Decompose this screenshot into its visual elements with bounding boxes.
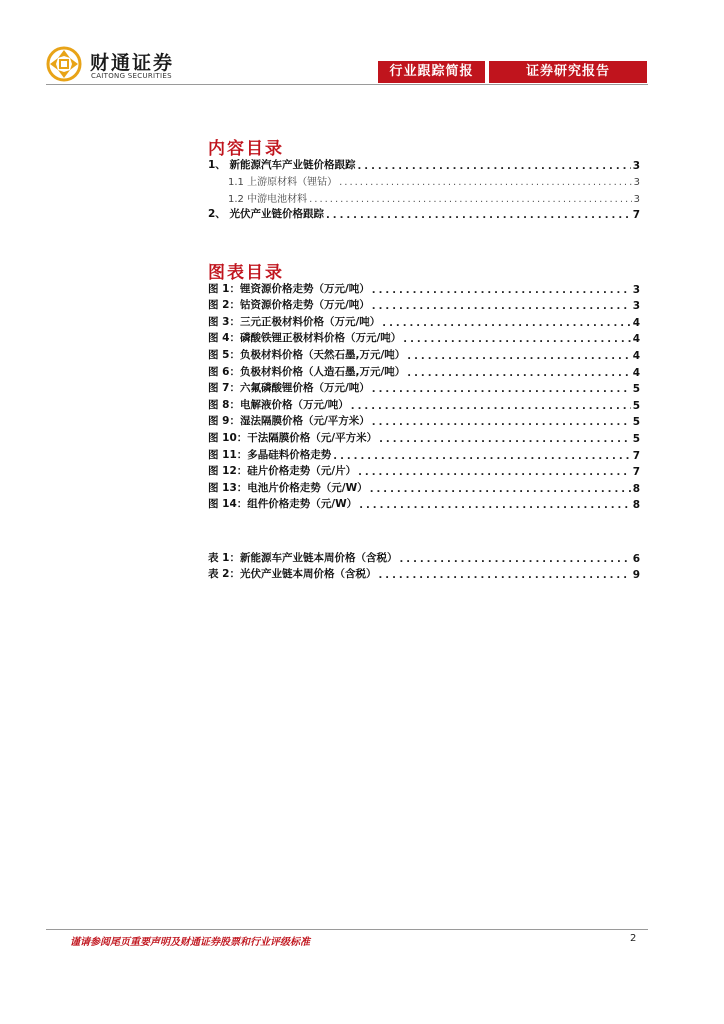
figure-entry[interactable]: 图 8：电解液价格（万元/吨） ..... 5 — [208, 395, 640, 412]
figures-list — [208, 279, 640, 511]
figure-entry[interactable]: 图 10：干法隔膜价格（元/平方米） ..... 5 — [208, 428, 640, 445]
header-divider — [46, 84, 648, 85]
figure-entry[interactable]: 图 4：磷酸铁锂正极材料价格（万元/吨） ..... 4 — [208, 329, 640, 346]
figure-entry[interactable]: 图 14：组件价格走势（元/W） ..... 8 — [208, 495, 640, 512]
figure-entry[interactable]: 图 11：多晶硅料价格走势 ..... 7 — [208, 445, 640, 462]
toc-entry[interactable]: 1.1 上游原材料（锂钴） ..... 3 — [208, 172, 640, 189]
tables-list — [208, 548, 640, 581]
toc-entry[interactable]: 2、 光伏产业链价格跟踪 ..... 7 — [208, 205, 640, 222]
figure-entry[interactable]: 图 5：负极材料价格（天然石墨,万元/吨） ..... 4 — [208, 345, 640, 362]
table-entry[interactable]: 表 1：新能源车产业链本周价格（含税） ..... 6 — [208, 548, 640, 565]
figure-entry[interactable]: 图 9：湿法隔膜价格（元/平方米） ..... 5 — [208, 412, 640, 429]
figure-entry[interactable]: 图 12：硅片价格走势（元/片） ..... 7 — [208, 462, 640, 479]
footer-divider — [46, 929, 648, 930]
brand-name-en: CAITONG SECURITIES — [91, 72, 172, 80]
figure-entry[interactable]: 图 13：电池片价格走势（元/W） ..... 8 — [208, 478, 640, 495]
page-number: 2 — [630, 933, 637, 944]
report-category-tag: 证券研究报告 — [489, 61, 647, 83]
report-type-tag: 行业跟踪简报 — [378, 61, 485, 83]
figure-entry[interactable]: 图 6：负极材料价格（人造石墨,万元/吨） ..... 4 — [208, 362, 640, 379]
figures-title: 图表目录 — [208, 263, 284, 283]
figure-entry[interactable]: 图 7：六氟磷酸锂价格（万元/吨） ..... 5 — [208, 379, 640, 396]
toc-entry[interactable]: 1、 新能源汽车产业链价格跟踪 ..... 3 — [208, 155, 640, 172]
toc-entry[interactable]: 1.2 中游电池材料 ..... 3 — [208, 188, 640, 205]
footer-disclaimer: 谨请参阅尾页重要声明及财通证券股票和行业评级标准 — [70, 937, 310, 948]
brand-name-cn: 财通证券 — [90, 52, 175, 74]
contents-list — [208, 155, 640, 221]
figure-entry[interactable]: 图 1：锂资源价格走势（万元/吨） ..... 3 — [208, 279, 640, 296]
contents-title: 内容目录 — [208, 139, 284, 159]
figure-entry[interactable]: 图 3：三元正极材料价格（万元/吨） ..... 4 — [208, 312, 640, 329]
figure-entry[interactable]: 图 2：钴资源价格走势（万元/吨） ..... 3 — [208, 296, 640, 313]
table-entry[interactable]: 表 2：光伏产业链本周价格（含税） ..... 9 — [208, 565, 640, 582]
page-header — [0, 0, 724, 92]
caitong-logo-icon — [46, 46, 82, 82]
